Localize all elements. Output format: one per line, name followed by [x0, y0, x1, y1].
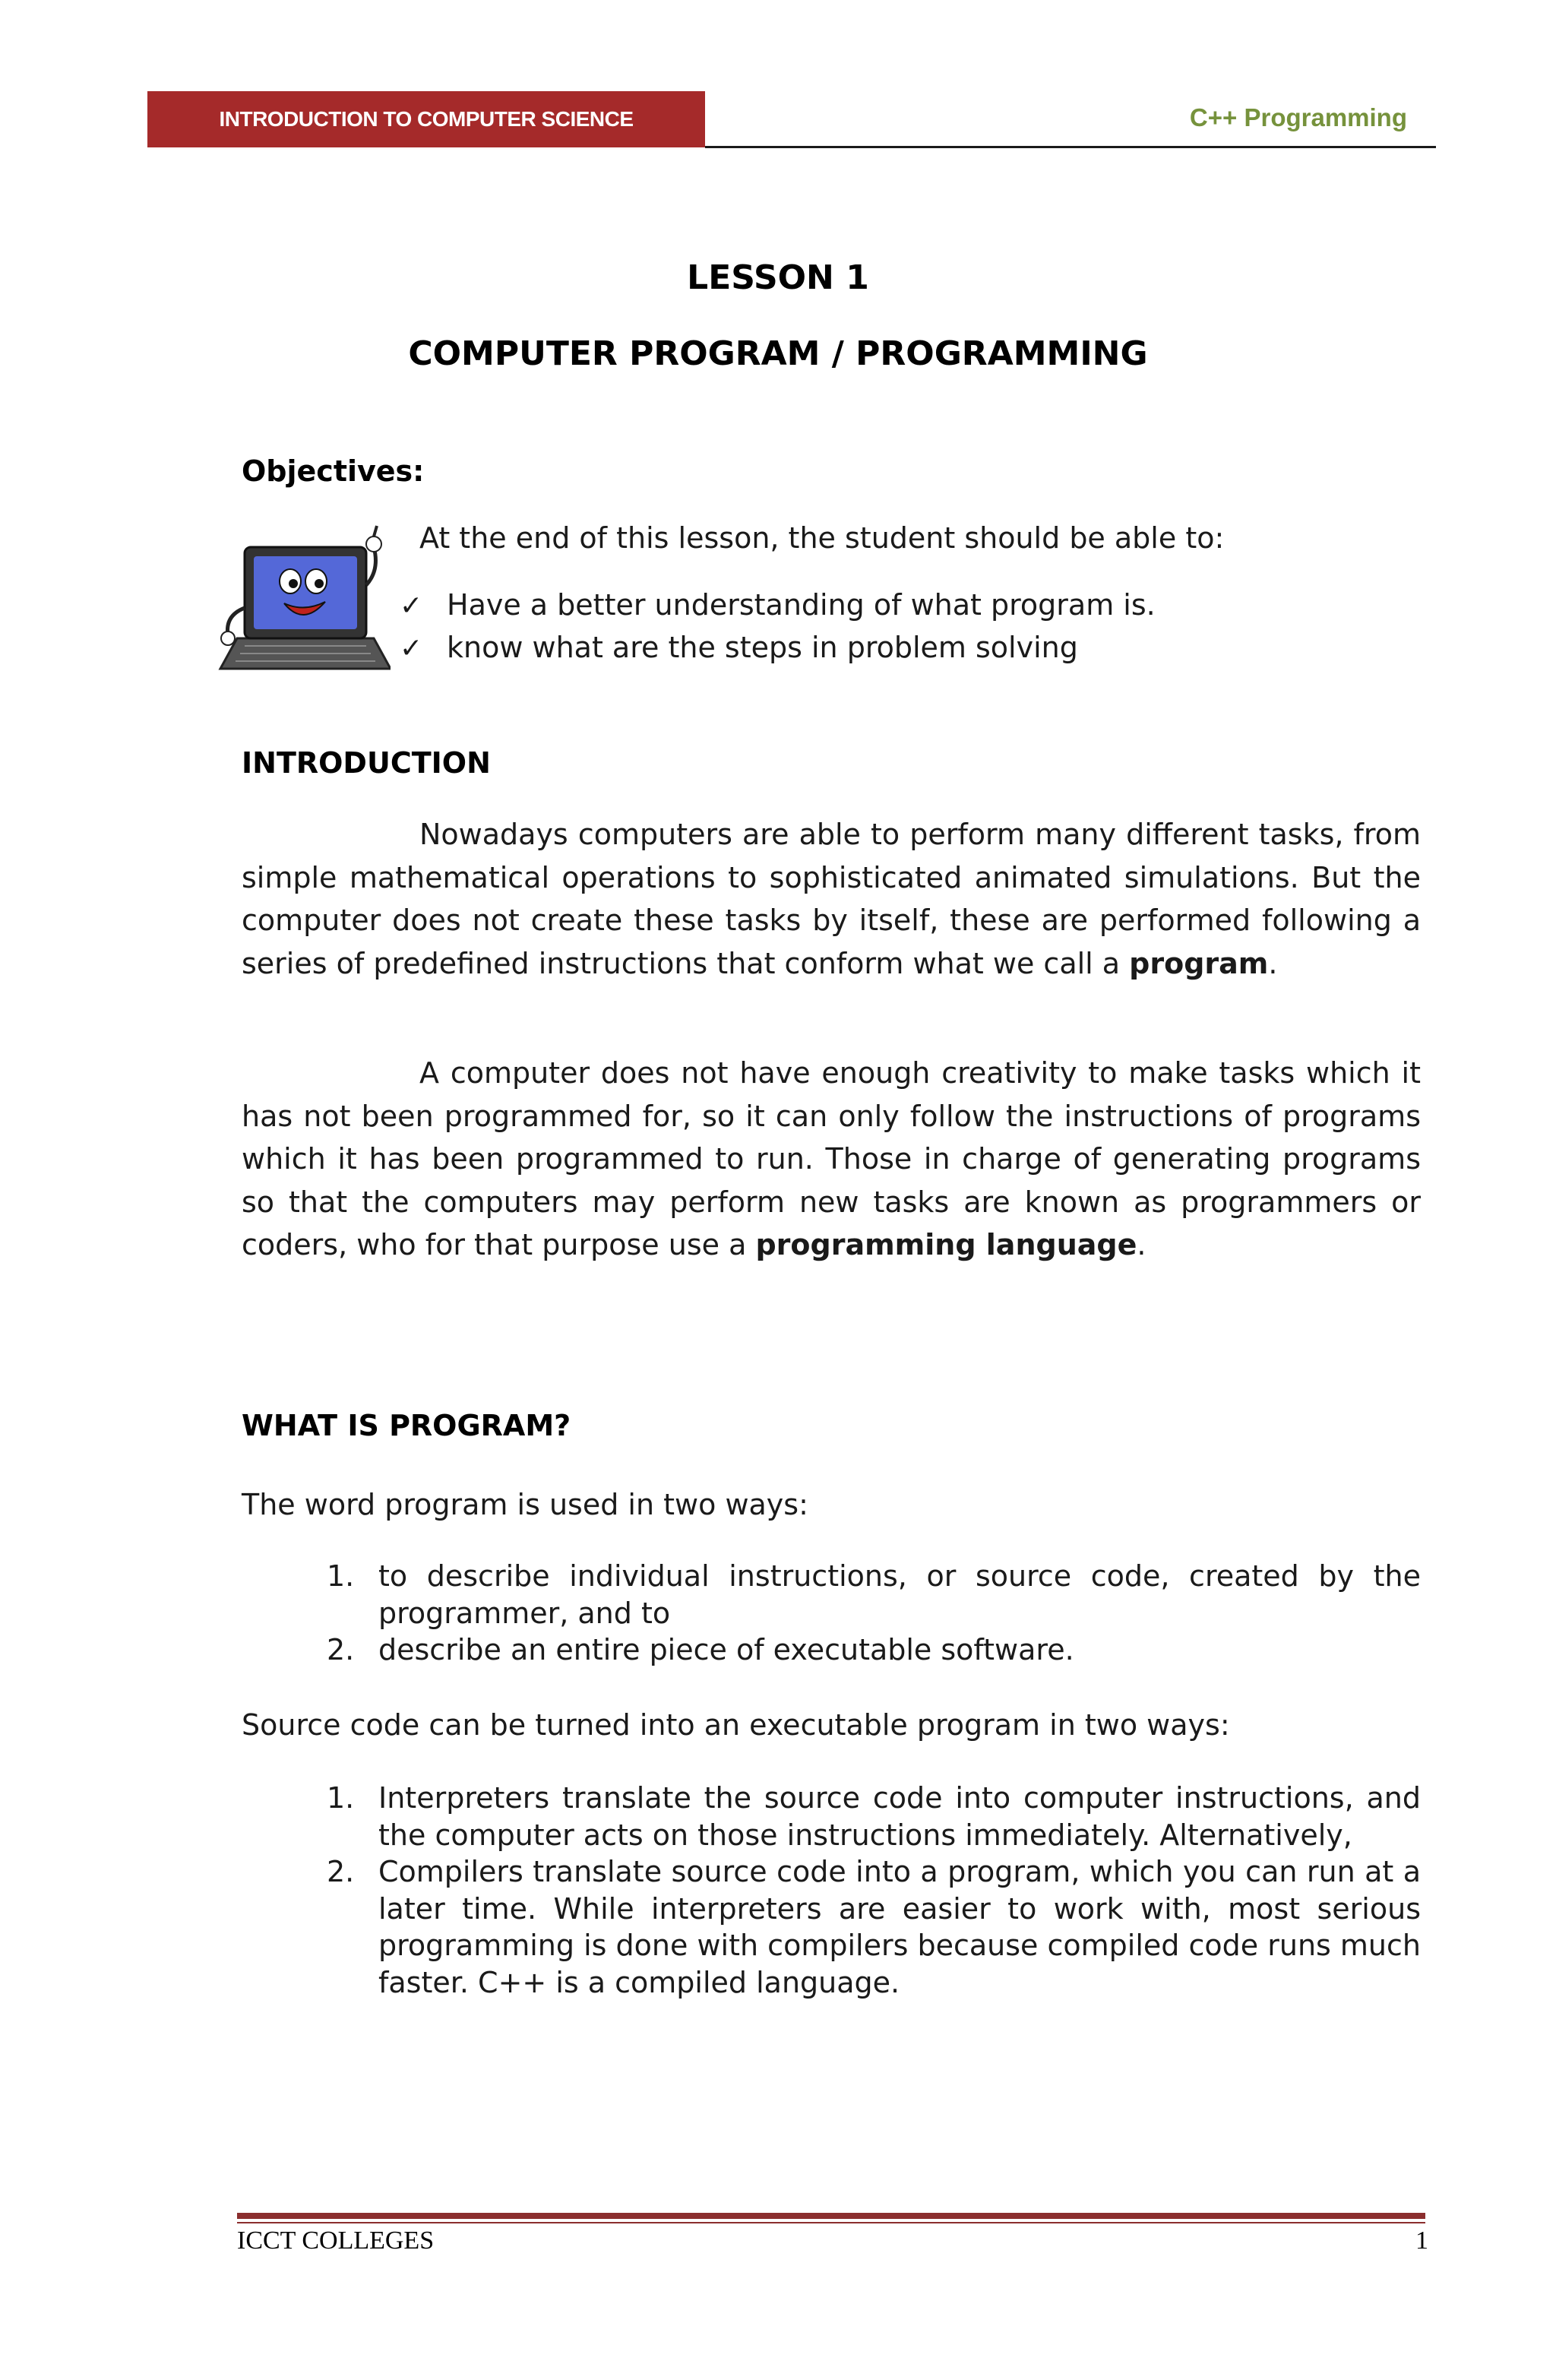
lesson-number: LESSON 1	[687, 258, 869, 297]
objective-item	[400, 588, 1156, 622]
list-number: 1.	[327, 1781, 355, 1815]
list-text: describe an entire piece of executable software.	[378, 1633, 1074, 1666]
paragraph-end: .	[1137, 1228, 1146, 1261]
checkmark-icon: ✓	[400, 590, 423, 622]
objective-text: know what are the steps in problem solving	[447, 631, 1078, 664]
paragraph-end: .	[1268, 946, 1278, 980]
bold-term: program	[1129, 946, 1269, 980]
header-section-label: INTRODUCTION TO COMPUTER SCIENCE	[147, 91, 705, 147]
list-number: 1.	[327, 1559, 355, 1593]
list-text: Compilers translate source code into a program, which you can run at a later time. While interpreters are easier to work with, most serious programming is done with compilers because compiled code runs much faster. C++ is a compiled language.	[378, 1855, 1421, 1999]
lesson-title: COMPUTER PROGRAM / PROGRAMMING	[408, 334, 1148, 373]
footer-institution: ICCT COLLEGES	[237, 2227, 435, 2255]
program-uses-intro: The word program is used in two ways:	[242, 1488, 808, 1521]
intro-paragraph-1	[242, 813, 1421, 985]
header-course-label: C++ Programming	[1189, 103, 1407, 131]
intro-paragraph-2	[242, 1052, 1421, 1267]
objectives-heading: Objectives:	[242, 454, 425, 488]
program-uses-list	[327, 1558, 1421, 1669]
introduction-heading: INTRODUCTION	[242, 746, 491, 780]
list-item	[327, 1853, 1421, 2001]
bold-term: programming language	[755, 1228, 1137, 1261]
list-item	[327, 1558, 1421, 1632]
list-item	[327, 1780, 1421, 1853]
checkmark-icon: ✓	[400, 633, 423, 664]
header-rule	[705, 146, 1436, 148]
list-text: Interpreters translate the source code into computer instructions, and the computer acts on those instructions immediately. Alternatively,	[378, 1781, 1421, 1852]
list-number: 2.	[327, 1633, 355, 1666]
footer-rule-thin	[237, 2222, 1425, 2223]
list-text: to describe individual instructions, or source code, created by the programmer, and to	[378, 1559, 1421, 1630]
list-number: 2.	[327, 1855, 355, 1888]
objectives-intro: At the end of this lesson, the student should be able to:	[419, 521, 1225, 555]
laptop-mascot-icon	[214, 524, 391, 676]
paragraph-text: Nowadays computers are able to perform many different tasks, from simple mathematical operations to sophisticated animated simulations. But the computer does not create these tasks by itself, these are performed following a series of predefined instructions that conform what we call a	[242, 818, 1421, 980]
what-is-program-heading: WHAT IS PROGRAM?	[242, 1409, 571, 1442]
objective-item	[400, 631, 1078, 664]
footer-rule	[237, 2213, 1425, 2219]
page-number: 1	[1415, 2227, 1428, 2255]
source-code-intro: Source code can be turned into an executable program in two ways:	[242, 1708, 1230, 1742]
list-item	[327, 1632, 1421, 1669]
objective-text: Have a better understanding of what program is.	[447, 588, 1156, 622]
paragraph-text: A computer does not have enough creativity to make tasks which it has not been programmed for, so it can only follow the instructions of programs which it has been programmed to run. Those in charge of generating programs so that the computers may perform new tasks are known as programmers or coders, who for that purpose use a	[242, 1056, 1421, 1261]
source-code-list	[327, 1780, 1421, 2001]
